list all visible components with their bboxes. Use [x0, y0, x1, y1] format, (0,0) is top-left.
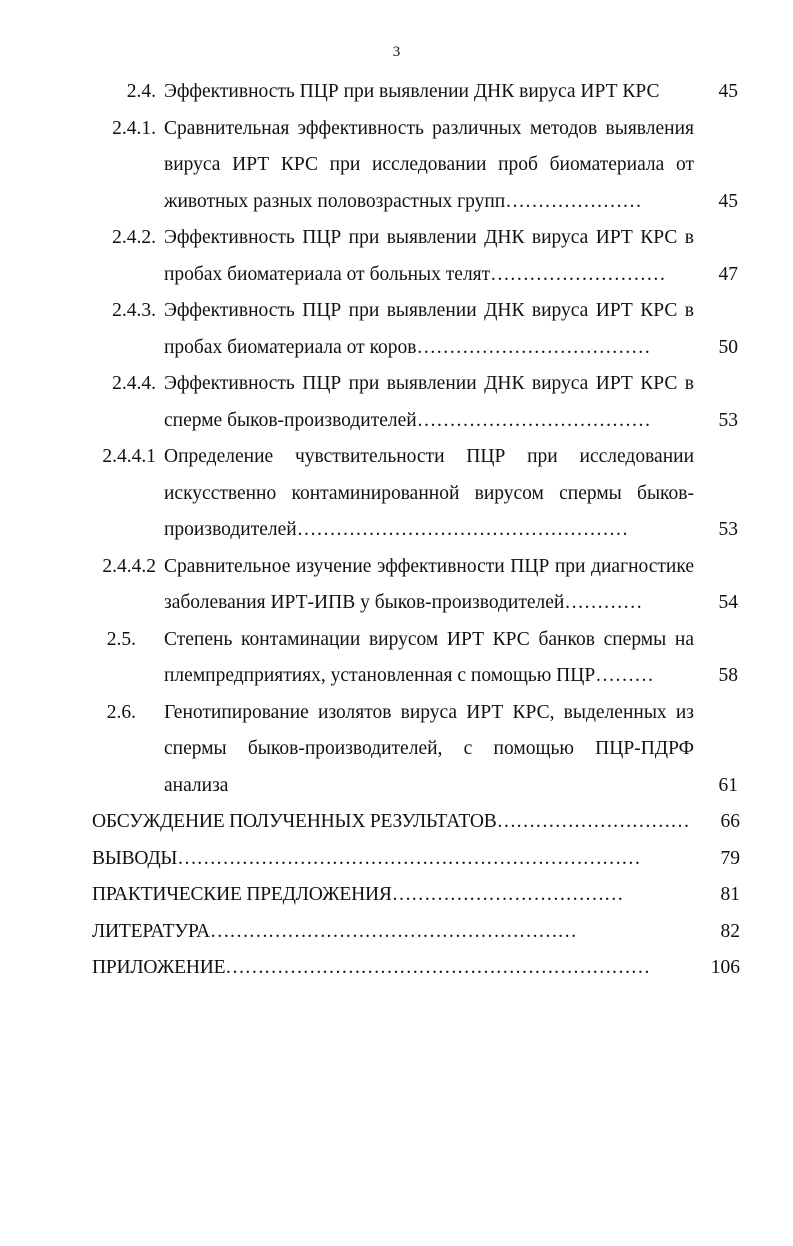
- page-number: 3: [392, 44, 401, 60]
- toc-entry-page: 53: [718, 519, 738, 540]
- toc-entry-title: Эффективность ПЦР при выявлении ДНК вируса ИРТ КРС в пробах биоматериала от коров………………………………: [164, 300, 694, 358]
- toc-entry-page: 79: [720, 847, 740, 869]
- toc-entry-page: 61: [718, 774, 738, 796]
- toc-entry-page: 66: [720, 811, 740, 832]
- toc-entry-title: Эффективность ПЦР при выявлении ДНК вируса ИРТ КРС в сперме быков-производителей………………………………: [164, 373, 694, 431]
- toc-entry-number: 2.4.2.: [112, 227, 156, 248]
- toc-entry-page: 106: [710, 957, 740, 978]
- toc-entry-title: Сравнительная эффективность различных методов выявления вируса ИРТ КРС при исследовании проб биоматериала от животных разных половозрастных групп…………………: [164, 117, 694, 212]
- toc-entry-literature: [88, 914, 748, 951]
- toc-entry-title: ПРИЛОЖЕНИЕ…………………………………………………………: [92, 957, 650, 978]
- toc-entry-page: 54: [718, 592, 738, 613]
- toc-entry-title: ВЫВОДЫ………………………………………………………………: [92, 847, 641, 869]
- toc-entry-number: 2.4.: [126, 81, 156, 102]
- table-of-contents: [88, 74, 748, 987]
- toc-entry-conclusions: [88, 841, 748, 878]
- toc-entry-discussion: [88, 804, 748, 841]
- toc-entry-2-4-2: [88, 220, 748, 293]
- toc-entry-title: Эффективность ПЦР при выявлении ДНК вируса ИРТ КРС в пробах биоматериала от больных телят………………………: [164, 227, 694, 285]
- toc-entry-number: 2.4.3.: [112, 300, 156, 321]
- toc-entry-number: 2.6.: [106, 701, 136, 723]
- toc-entry-page: 47: [718, 263, 738, 285]
- toc-entry-page: 45: [718, 190, 738, 212]
- toc-entry-number: 2.4.4.2: [102, 555, 156, 577]
- toc-entry-2-6: [88, 695, 748, 805]
- toc-entry-2-4-3: [88, 293, 748, 366]
- toc-entry-title: Определение чувствительности ПЦР при исследовании искусственно контаминированной вирусом спермы быков-производителей……………………………………………: [164, 446, 694, 540]
- toc-entry-practical-proposals: [88, 877, 748, 914]
- toc-entry-2-5: [88, 622, 748, 695]
- toc-entry-title: Генотипирование изолятов вируса ИРТ КРС, выделенных из спермы быков-производителей, с помощью ПЦР-ПДРФ анализа: [164, 701, 694, 796]
- toc-entry-page: 45: [718, 81, 738, 102]
- toc-entry-page: 82: [720, 920, 740, 942]
- toc-entry-appendix: [88, 950, 748, 987]
- toc-entry-number: 2.4.4.1: [102, 446, 156, 467]
- toc-entry-title: Эффективность ПЦР при выявлении ДНК вируса ИРТ КРС: [164, 81, 660, 102]
- toc-entry-number: 2.4.4.: [112, 373, 156, 394]
- toc-entry-title: ОБСУЖДЕНИЕ ПОЛУЧЕННЫХ РЕЗУЛЬТАТОВ…………………………: [92, 811, 690, 832]
- toc-entry-title: ПРАКТИЧЕСКИЕ ПРЕДЛОЖЕНИЯ………………………………: [92, 884, 624, 905]
- toc-entry-number: 2.4.1.: [112, 117, 156, 139]
- toc-entry-number: 2.5.: [106, 628, 136, 650]
- toc-entry-2-4-1: [88, 111, 748, 221]
- toc-entry-page: 53: [718, 409, 738, 431]
- toc-entry-page: 58: [718, 665, 738, 686]
- toc-entry-2-4: [88, 74, 748, 111]
- toc-entry-2-4-4-1: [88, 439, 748, 549]
- toc-entry-page: 81: [720, 884, 740, 905]
- toc-entry-title: Сравнительное изучение эффективности ПЦР при диагностике заболевания ИРТ-ИПВ у быков-производителей…………: [164, 555, 694, 613]
- toc-entry-title: Степень контаминации вирусом ИРТ КРС банков спермы на племпредприятиях, установленная с помощью ПЦР………: [164, 628, 694, 686]
- toc-entry-title: ЛИТЕРАТУРА…………………………………………………: [92, 920, 577, 942]
- toc-entry-2-4-4: [88, 366, 748, 439]
- toc-entry-page: 50: [718, 336, 738, 358]
- toc-entry-2-4-4-2: [88, 549, 748, 622]
